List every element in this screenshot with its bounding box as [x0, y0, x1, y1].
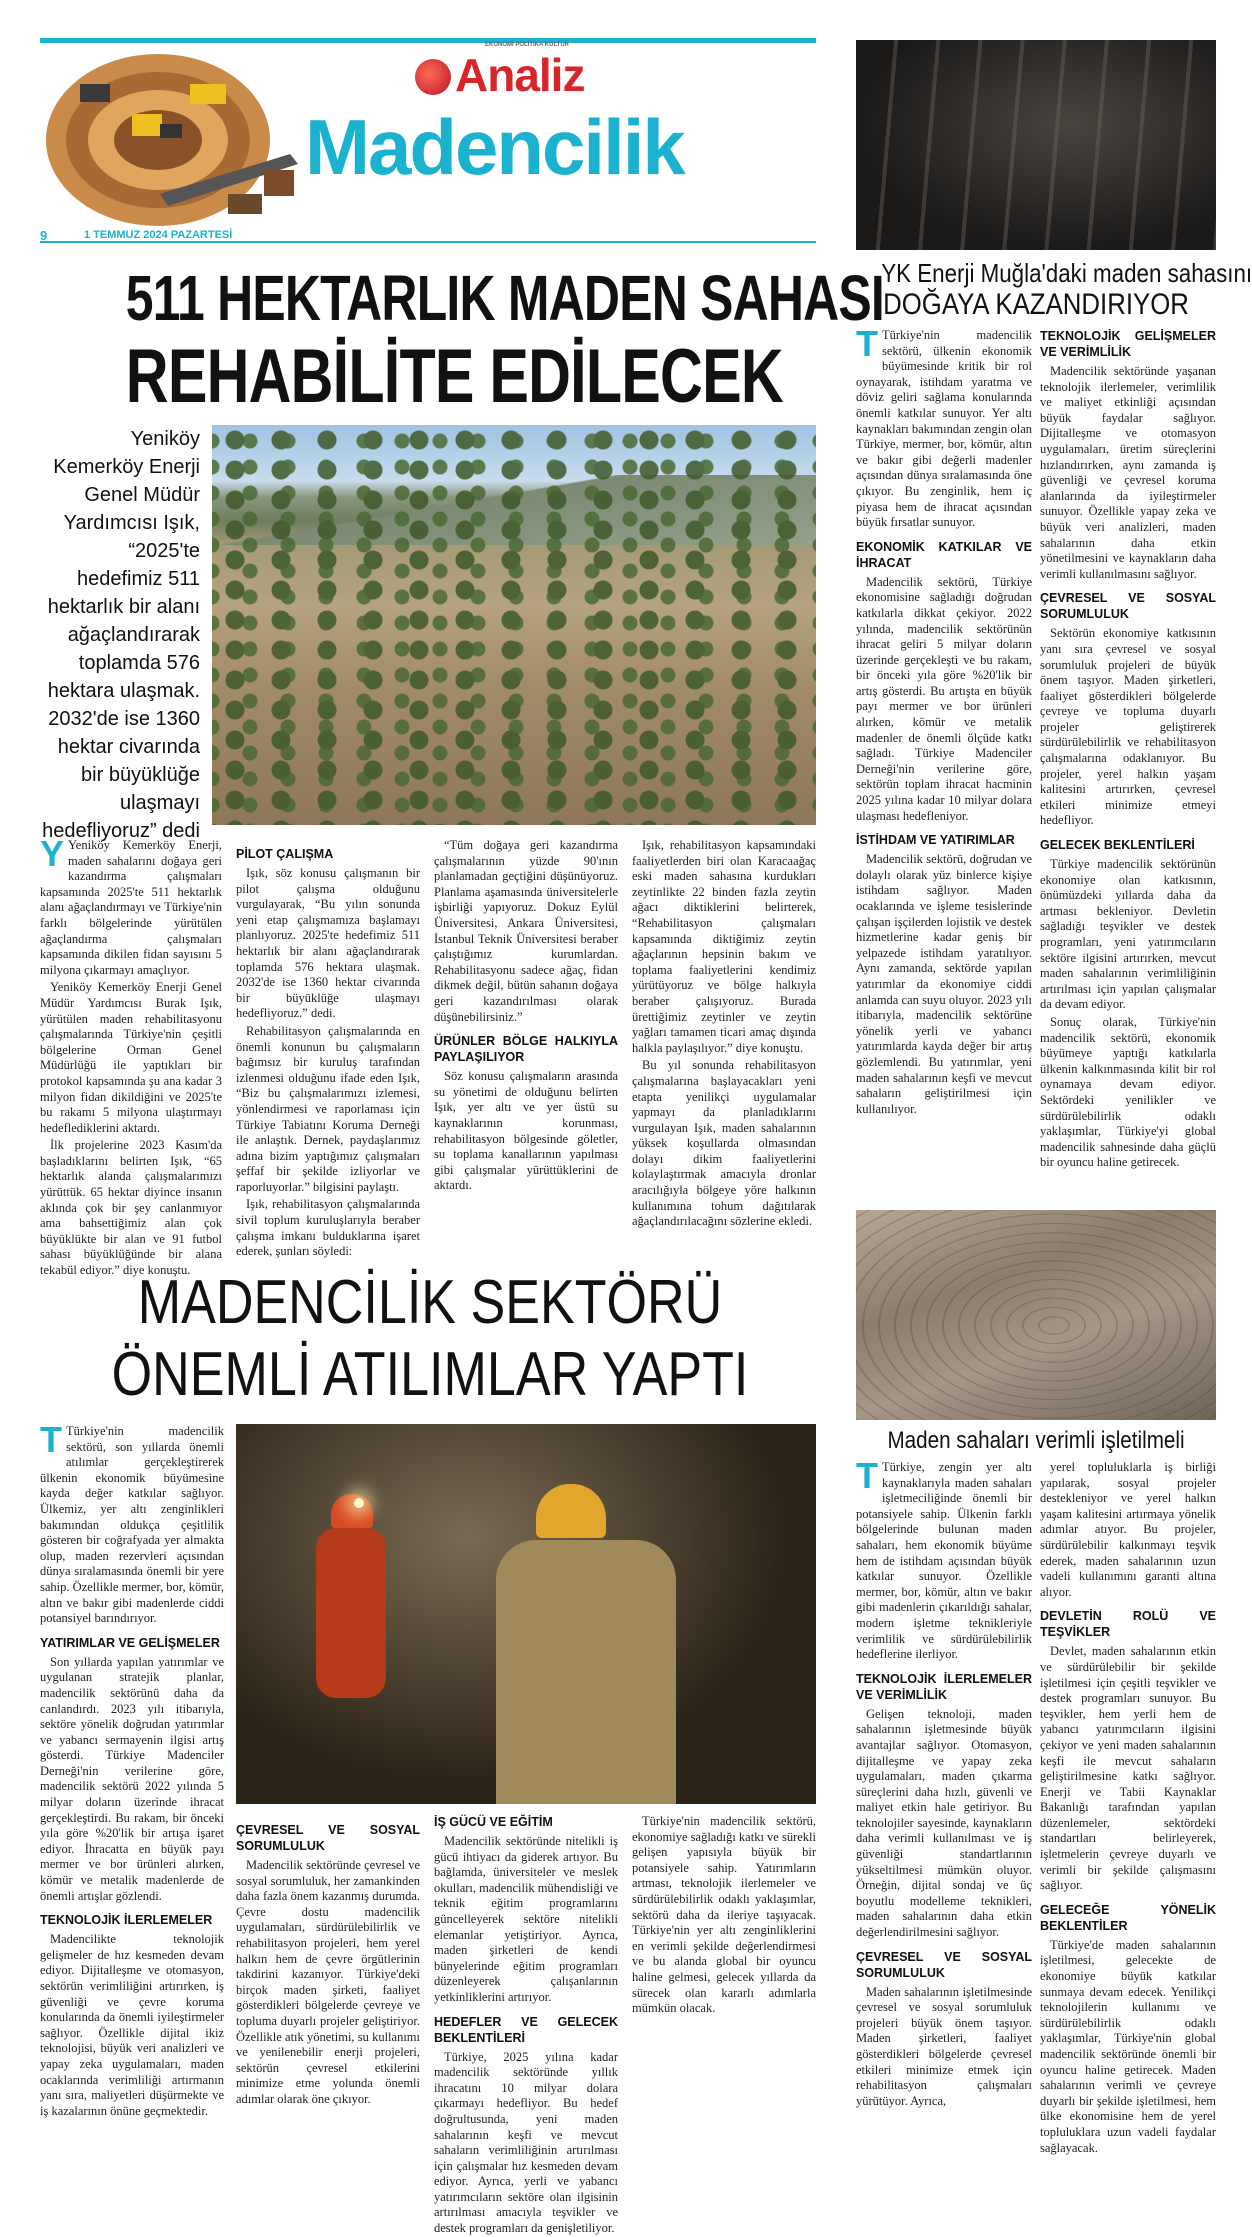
subheading: İSTİHDAM VE YATIRIMLAR: [856, 833, 1015, 848]
story3-column-4: [632, 1814, 816, 2114]
paragraph: Söz konusu çalışmaların arasında su yönetimi de olduğunu belirten Işık, yer altı ve yer üstü su kaynaklarının korunması, rehabilitasyon bölgesinde göletler, su toplama kanallarının yapılması gibi çalışmalar yürüttüklerini de aktardı.: [434, 1069, 618, 1193]
story1-spot: Yeniköy Kemerköy Enerji Genel Müdür Yardımcısı Işık, “2025'te hedefimiz 511 hektarlık bir alanı ağaçlandırarak toplamda 576 hektara ulaşmak. 2032'de ise 1360 hektar civarında bir büyüklüğe ulaşmayı hedefliyoruz” dedi: [42, 428, 200, 842]
story2-kicker: YK Enerji Muğla'daki maden sahasını: [881, 258, 1252, 288]
paragraph: Rehabilitasyon çalışmalarında en önemli konunun bu çalışmaların bağımsız bir kuruluş tarafından izlenmesi olduğunu ifade eden Işık, “Biz bu çalışmalarımızı izlemesi, yönlendirmesi ve raporlaması için Türkiye Tabiatını Koruma Derneği ile anlaştık. Dernek, paydaşlarımız adına bizim yaptığımız çalışmaları şeffaf bir şekilde izliyorlar ve raporluyorlar.” bilgisini paylaştı.: [236, 1023, 420, 1194]
story4-column-2: [1040, 1460, 1216, 2155]
story3-headline-line1: MADENCİLİK SEKTÖRÜ: [137, 1268, 723, 1337]
paragraph: Madencilik sektörü, Türkiye ekonomisine sağladığı doğrudan katkılarla dikkat çekiyor. 2022 yılında, madencilik sektörünün ihracat geliri 5 milyar doların üzerinde gerçekleşti ve bu rakam, bir önceki yıla göre %20'lik bir artış gösterdi. Bu artışta en büyük payı mermer ve bor ürünleri alırken, kömür ve metalik madenler de önemli ölçüde katkı sağladı. Türkiye Madenciler Derneği'nin verilerine göre, sektörün toplam ihracat hacminin 2025 yılına kadar 10 milyar dolara ulaşması hedefleniyor.: [856, 574, 1032, 823]
brand-logo: [415, 49, 585, 101]
paragraph: Madencilik sektöründe çevresel ve sosyal sorumluluk, her zamankinden daha fazla önem kazanmış durumda. Çevre dostu madencilik uygulamaları, sürdürülebilirlik ve rehabilitasyon projeleri, hem yerel halkın hem de çevre örgütlerinin takdirini kazanıyor. Türkiye'deki birçok maden şirketi, faaliyet gösterdikleri bölgelerde çevreye ve topluma duyarlı projeler geliştiriyor. Özellikle atık yönetimi, su kullanımı ve yenilenebilir enerji projeleri, sektörün çevresel etkilerini minimize etme yolunda önemli adımlar olarak öne çıkıyor.: [236, 1858, 420, 2106]
paragraph: Bu yıl sonunda rehabilitasyon çalışmalarına başlayacakları yeni etapta yenilikçi uygulamalar yapmayı da planladıklarını vurgulayan Işık, maden sahalarının yüksek koşullarda olmasından dolayı dikim faaliyetlerini kolaylaştırmak amacıyla dronlar aracılığıyla bölgeye yöre halkının kullanımına tohum dağıtılarak ağaçlandırılacağını sözlerine ekledi.: [632, 1058, 816, 1229]
page-number: 9: [40, 228, 48, 243]
subheading: YATIRIMLAR VE GELİŞMELER: [40, 1635, 220, 1650]
miners-photo: [236, 1424, 816, 1804]
paragraph: Türkiye'de maden sahalarının işletilmesi, gelecekte de ekonomiye büyük katkılar sunmaya devam edecek. Yenilikçi teknolojilerin kullanımı ve sürdürülebilirlik odaklı yaklaşımlar, Türkiye'nin global madencilik sektöründe önemli bir oyuncu haline getirecek. Maden sahalarının verimli ve çevreye duyarlı bir şekilde işletilmesi, hem ülke ekonomisine hem de yerel topluluklara uzun vadeli faydalar sağlayacak.: [1040, 1937, 1216, 2155]
paragraph: Türkiye'nin madencilik sektörü, ekonomiye sağladığı katkı ve sürekli gelişen yapısıyla büyük bir potansiyele sahip. Yatırımların artması, teknolojik ilerlemeler ve sürdürülebilirlik odaklı yaklaşımlar, sektörü daha da ileriye taşıyacak. Türkiye'nin yer altı zenginliklerini en verimli şekilde değerlendirmesi ve bu alanda global bir oyuncu haline gelmesi, gelecek yıllarda da sürecek olan kararlı adımlarla mümkün olacak.: [632, 1814, 816, 2016]
subheading: DEVLETİN ROLÜ VE TEŞVİKLER: [1040, 1609, 1216, 1640]
paragraph: Madencilikte teknolojik gelişmeler de hız kesmeden devam ediyor. Dijitalleşme ve otomasyon, sektörün verimliliğini artırırken, iş güvenliği ve çevre koruma konularında da önemli iyileştirmeler sağlıyor. Özellikle dijital ikiz teknolojisi, büyük veri analizleri ve yapay zeka uygulamaları, maden ocaklarında verimliliği artırmanın yanı sıra, maliyetleri düşürmekte ve iş kazalarının önüne geçmektedir.: [40, 1932, 224, 2118]
subheading: TEKNOLOJİK GELİŞMELER VE VERİMLİLİK: [1040, 329, 1216, 359]
paragraph: İlk projelerine 2023 Kasım'da başladıklarını belirten Işık, “65 hektarlık alanda çalışmalarımızı yürüttük. 65 hektar diyince insanın aklında çok bir şey canlanmıyor ama bahsettiğimiz alan çok büyüklükte bir alan ve 91 futbol sahası büyüklüğünde bir alana tekabül ediyor.” diye konuştu.: [40, 1138, 222, 1278]
subheading: PİLOT ÇALIŞMA: [236, 847, 334, 861]
subheading: İŞ GÜCÜ VE EĞİTİM: [434, 1815, 553, 1829]
story3-headline-line2: ÖNEMLİ ATILIMLAR YAPTI: [111, 1340, 749, 1409]
paragraph: Türkiye madencilik sektörünün ekonomiye olan katkısının, önümüzdeki yıllarda daha da artması bekleniyor. Devletin sağladığı teşvikler ve destek programları, yeni yatırımcıların sektöre ilgisini artırırken, mevcut maden sahalarının verimliliğinin artırılması için yapılan çalışmalar da devam ediyor.: [1040, 857, 1216, 1012]
subheading: ÇEVRESEL VE SOSYAL SORUMLULUK: [1040, 591, 1216, 622]
story1-column-2: [236, 838, 420, 1258]
brand-name: Analiz: [455, 49, 585, 101]
mine-tunnel-photo: [856, 40, 1216, 250]
paragraph: Işık, rehabilitasyon kapsamındaki faaliyetlerden biri olan Karacaağaç eski maden sahasına kurdukları zeytinlikte 22 binden fazla zeytin ağacı diktiklerini belirterek, “Rehabilitasyon çalışmaları kapsamında diktiğimiz zeytin ağaçlarının hepsinin bakım ve toplama faaliyetlerini kendimiz yürütüyoruz ve bölge halkıyla beraber çalışıyoruz. Burada ürettiğimiz zeytinler ve zeytin yağları tamamen ticari amaç dışında halkla paylaşılıyor.” diye konuştu.: [632, 838, 816, 1055]
paragraph: Devlet, maden sahalarının etkin ve sürdürülebilir bir şekilde işletilmesi için çeşitli teşvikler ve destek programları sunuyor. Bu teşvikler, hem yerli hem de yabancı yatırımcıların ilgisini çekiyor ve yeni maden sahalarının keşfi ile mevcut sahaların geliştirilmesine katkı sağlıyor. Enerji ve Tabii Kaynaklar Bakanlığı tarafından yapılan düzenlemeler, sektördeki standartları belirleyerek, işletmelerin çevreye duyarlı ve verimli bir şekilde çalışmasını sağlıyor.: [1040, 1644, 1216, 1893]
subheading: TEKNOLOJİK İLERLEMELER VE VERİMLİLİK: [856, 1671, 1032, 1702]
story3-column-3: [434, 1814, 618, 2236]
paragraph: Türkiye, zengin yer altı kaynaklarıyla maden sahaları işletmeciliğinde önemli bir potansiyele sahip. Ülkenin farklı bölgelerinde bulunan maden sahaları, hem ekonomik büyüme hem de istihdam açısından büyük katkılar sunuyor. Özellikle mermer, bor, kömür, altın ve bakır gibi madenlerin çıkarıldığı sahalar, modern işletme teknikleriyle verimlilik ve sürdürülebilirlik hedeflerine ilerliyor.: [856, 1460, 1032, 1662]
story2-headline: DOĞAYA KAZANDIRIYOR: [883, 288, 1189, 321]
paragraph: Madencilik sektöründe nitelikli iş gücü ihtiyacı da giderek artıyor. Bu bağlamda, üniversiteler ve meslek okulları, madencilik mühendisliği ve teknik eğitim programlarını güncelleyerek sektöre nitelikli elemanlar yetiştiriyor. Ayrıca, maden şirketleri de kendi bünyelerinde eğitim programları düzenleyerek çalışanlarının yetkinliklerini artırıyor.: [434, 1834, 618, 2004]
paragraph: Türkiye'nin madencilik sektörü, son yıllarda önemli atılımlar gerçekleştirerek ülkenin ekonomik büyümesine kayda değer katkılar sağlıyor. Ülkemiz, yer altı zenginlikleri bakımından oldukça çeşitlilik gösteren bir coğrafyada yer almakta olup, maden rezervleri açısından dünya sıralamasında önemli bir yere sahip. Özellikle mermer, bor, kömür, altın ve bakır gibi madenlerde ciddi potansiyel barındırıyor.: [40, 1424, 224, 1626]
subheading: EKONOMİK KATKILAR VE İHRACAT: [856, 539, 1032, 570]
paragraph: Gelişen teknoloji, maden sahalarının işletmesinde büyük avantajlar sağlıyor. Otomasyon, dijitalleşme ve yapay zeka uygulamaları, maden çıkarma süreçlerini daha hızlı, güvenli ve maliyet etkin hale getiriyor. Bu teknolojiler sayesinde, kaynakların daha verimli kullanılması ve iş güvenliği standartlarının yükseltilmesi mümkün oluyor. Örneğin, dijital sondaj ve üç boyutlu modelleme teknikleri, maden sahalarının daha etkin değerlendirilmesini sağlıyor.: [856, 1706, 1032, 1940]
brand-logo-icon: [415, 59, 451, 95]
paragraph: Madencilik sektöründe yaşanan teknolojik ilerlemeler, verimlilik ve maliyet etkinliği açısından büyük faydalar sağlıyor. Dijitalleşme ve otomasyon uygulamaları, üretim süreçlerini hızlandırırken, aynı zamanda iş güvenliği ve çevresel koruma alanlarında da iyileştirmeler sunuyor. Özellikle yapay zeka ve büyük veri analizleri, maden sahalarının daha etkin yönetilmesini ve kaynakların daha verimli kullanılmasını sağlıyor.: [1040, 364, 1216, 581]
story1-column-3: [434, 838, 618, 1258]
story4-column-1: T Türkiye, zengin yer altı kaynaklarıyla maden sahaları işletmeciliğinde önemli bir potansiyele sahip. Ülkenin farklı bölgelerinde bulunan maden sahaları, hem ekonomik büyüme hem de istihdam açısından büyük katkılar sunuyor. Özellikle mermer, bor, kömür, altın ve bakır gibi madenlerin çıkarıldığı sahalar, modern işletme teknikleriyle verimlilik ve sürdürülebilirlik hedeflerine ilerliyor. TEKNOLOJİK İLERLEMELER VE VERİMLİLİK Gelişen teknoloji, maden sahalarının işletmesinde büyük avantajlar sağlıyor. Otomasyon, dijitalleşme ve yapay zeka uygulamaları, maden çıkarma süreçlerini daha hızlı, güvenli ve maliyet etkin hale getiriyor. Bu teknolojiler sayesinde, kaynakların daha verimli kullanılması ve iş güvenliği standartlarının yükseltilmesi mümkün oluyor. Örneğin, dijital sondaj ve üç boyutlu modelleme teknikleri, maden sahalarının daha etkin değerlendirilmesini sağlıyor. ÇEVRESEL VE SOSYAL SORUMLULUK Maden sahalarının işletilmesinde çevresel ve sosyal sorumluluk projeleri büyük önem taşıyor. Maden şirketleri, faaliyet gösterdikleri bölgelerde çevresel etkileri minimize etmek için rehabilitasyon çalışmaları yürütüyor. Ayrıca,: [856, 1455, 1032, 2108]
paragraph: Yeniköy Kemerköy Enerji, maden sahalarını doğaya geri kazandırma çalışmaları kapsamında 2025'te 511 hektarlık alanı ağaçlandırmayı ve Türkiye'nin farklı bölgelerinde yürütülen ağaçlandırma çalışmaları kapsamında dikilen fidan sayısını 5 milyona çıkarmayı amaçlıyor.: [40, 838, 222, 977]
story2-column-2: [1040, 328, 1216, 1200]
paragraph: Yeniköy Kemerköy Enerji Genel Müdür Yardımcısı Burak Işık, yürütülen maden rehabilitasyonu çalışmalarında Türkiye'nin çeşitli bölgelerine Orman Genel Müdürlüğü ile yaptıkları bir protokol kapsamında şu ana kadar 3 milyon fidan dikildiğini ve 2025'te bu rakamı 5 milyona ulaştırmayı hedeflediklerini aktardı.: [40, 980, 222, 1135]
paragraph: Maden sahalarının işletilmesinde çevresel ve sosyal sorumluluk projeleri büyük önem taşıyor. Maden şirketleri, faaliyet gösterdikleri bölgelerde çevresel etkileri minimize etmek için rehabilitasyon çalışmaları yürütüyor. Ayrıca,: [856, 1984, 1032, 2108]
story1-headline-line2: REHABİLİTE EDİLECEK: [125, 334, 783, 419]
story4-headline: Maden sahaları verimli işletilmeli: [887, 1427, 1185, 1454]
subheading: HEDEFLER VE GELECEK BEKLENTİLERİ: [434, 2014, 618, 2045]
story3-column-2: [236, 1814, 420, 2114]
paragraph: Işık, söz konusu çalışmanın bir pilot çalışma olduğunu vurgulayarak, “Bu yılın sonunda yeni etap çalışmamıza başlamayı planlıyoruz. 2025'te hedefimiz 511 hektarlık bir alanı ağaçlandırarak toplamda 576 hektara ulaşmak. 2032'de ise 1360 hektar civarında bir büyüklüğe ulaşmayı hedefliyoruz.” dedi.: [236, 866, 420, 1021]
paragraph: yerel topluluklarla iş birliği yapılarak, sosyal projeler destekleniyor ve yerel halkın yaşam kalitesini artırmaya yönelik adımlar atıyor. Bu projeler, sürdürülebilir kalkınmayı teşvik ederek, maden sahalarının uzun vadeli kullanımını garanti altına alıyor.: [1040, 1460, 1216, 1599]
story1-headline-line1: 511 HEKTARLIK MADEN SAHASI: [125, 262, 885, 334]
story1-column-4: [632, 838, 816, 1258]
subheading: ÜRÜNLER BÖLGE HALKIYLA PAYLAŞILIYOR: [434, 1034, 618, 1065]
quarry-aerial-photo: [856, 1210, 1216, 1420]
story3-column-1: T Türkiye'nin madencilik sektörü, son yıllarda önemli atılımlar gerçekleştirerek ülkenin ekonomik büyümesine kayda değer katkılar sağlıyor. Ülkemiz, yer altı zenginlikleri bakımından oldukça çeşitlilik gösteren bir coğrafyada yer almakta olup, maden rezervleri açısından dünya sıralamasında önemli bir yere sahip. Özellikle mermer, bor, kömür, altın ve bakır gibi madenlerde ciddi potansiyel barındırıyor. YATIRIMLAR VE GELİŞMELER Son yıllarda yapılan yatırımlar ve uygulanan stratejik planlar, madencilik sektörünü daha da canlandırdı. 2023 yılı itibarıyla, sektöre yönelik doğrudan yatırımlar ve yabancı sermayenin ilgisi artış gösterdi. Türkiye Madenciler Derneği'nin verilerine göre, madencilik sektörü 2022 yılında 5 milyar doların üzerinde ihracat gerçekleştirdi. Bu rakam, bir önceki yıla göre %20'lik bir artışa işaret ediyor. İhracatta en büyük payı mermer ve bor ürünleri alırken, kömür ve metalik madenlerde de önemli artışlar gözlendi. TEKNOLOJİK İLERLEMELER Madencilikte teknolojik gelişmeler de hız kesmeden devam ediyor. Dijitalleşme ve otomasyon, sektörün verimliliğini artırırken, iş güvenliği ve çevre koruma konularında da önemli iyileştirmeler sağlıyor. Özellikle dijital ikiz teknolojisi, büyük veri analizleri ve yapay zeka uygulamaları, maden ocaklarında verimliliği artırmanın yanı sıra, maliyetleri düşürmekte ve iş kazalarının önüne geçmektedir.: [40, 1419, 224, 2118]
subheading: GELECEĞE YÖNELİK BEKLENTİLER: [1040, 1902, 1216, 1933]
story2-column-1: T Türkiye'nin madencilik sektörü, ülkenin ekonomik büyümesinde kritik bir rol oynayarak, istihdam yaratma ve döviz geliri sağlama konularında önemli katkılar sunuyor. Yer altı kaynakları bakımından zengin olan Türkiye, mermer, bor, kömür, altın ve bakır gibi değerli madenler açısından dünya sıralamasında öne çıkıyor. Bu zenginlik, hem iç piyasa hem de ihracat açısından büyük fırsatlar sunuyor. EKONOMİK KATKILAR VE İHRACAT Madencilik sektörü, Türkiye ekonomisine sağladığı doğrudan katkılarla dikkat çekiyor. 2022 yılında, madencilik sektörünün ihracat geliri 5 milyar doların üzerinde gerçekleşti ve bu rakam, bir önceki yıla göre %20'lik bir artış gösterdi. Bu artışta en büyük payı mermer ve bor ürünleri alırken, kömür ve metalik madenler de önemli ölçüde katkı sağladı. Türkiye Madenciler Derneği'nin verilerine göre, sektörün toplam ihracat hacminin 2025 yılına kadar 10 milyar dolara ulaşması hedefleniyor. İSTİHDAM VE YATIRIMLAR Madencilik sektörü, doğrudan ve dolaylı olarak yüz binlerce kişiye istihdam sağlıyor. Maden ocaklarında ve işleme tesislerinde çalışan işçilerden lojistik ve destek hizmetlerine kadar geniş bir yelpazede istihdam yaratılıyor. Aynı zamanda, sektörde yapılan yatırımlar da ekonomiye ciddi anlamda can suyu oluyor. 2023 yılı itibarıyla, madencilik sektörüne yönelik yerli ve yabancı yatırımlarda kayda değer bir artış gözlemlendi. Bu yatırımlar, yeni maden sahalarının keşfi ve mevcut sahaların geliştirilmesi için kullanılıyor.: [856, 323, 1032, 1116]
subheading: GELECEK BEKLENTİLERİ: [1040, 838, 1195, 853]
issue-date: 1 TEMMUZ 2024 PAZARTESİ: [84, 229, 233, 241]
brand-tagline: EKONOMİ POLİTİKA KÜLTÜR: [485, 42, 569, 48]
paragraph: Türkiye, 2025 yılına kadar madencilik sektöründe yıllık ihracatını 10 milyar dolara çıkarmayı hedefliyor. Bu hedef doğrultusunda, yeni maden sahalarının keşfi ve mevcut sahaların verimliliğinin artırılması için çalışmalar hız kesmeden devam ediyor. Ayrıca, yerli ve yabancı yatırımcıların sektöre olan ilgisinin artırılması amacıyla teşvikler ve destek programları da genişletiliyor.: [434, 2049, 618, 2236]
section-title: Madencilik: [305, 103, 684, 191]
paragraph: Işık, rehabilitasyon çalışmalarında sivil toplum kuruluşlarıyla beraber çalışma imkanı bulduklarına işaret ederek, şunları söyledi:: [236, 1197, 420, 1259]
paragraph: Sektörün ekonomiye katkısının yanı sıra çevresel ve sosyal sorumluluk projeleri de büyük önem taşıyor. Maden şirketleri, faaliyet gösterdikleri bölgelerde çevreye ve topluma duyarlı projeler geliştirerek sürdürülebilirlik ve rehabilitasyon çalışmalarına odaklanıyor. Bu projeler, yerel halkın yaşam kalitesini artırırken, çevresel etkileri minimize etmeyi hedefliyor.: [1040, 626, 1216, 828]
subheading: ÇEVRESEL VE SOSYAL SORUMLULUK: [856, 1949, 1032, 1980]
paragraph: Madencilik sektörü, doğrudan ve dolaylı olarak yüz binlerce kişiye istihdam sağlıyor. Maden ocaklarında ve işleme tesislerinde çalışan işçilerden lojistik ve destek hizmetlerine kadar geniş bir yelpazede istihdam yaratılıyor. Aynı zamanda, sektörde yapılan yatırımlar da ekonomiye ciddi anlamda can suyu oluyor. 2023 yılı itibarıyla, madencilik sektörüne yönelik yerli ve yabancı yatırımlarda kayda değer bir artış gözlemlendi. Bu yatırımlar, yeni maden sahalarının keşfi ve mevcut sahaların geliştirilmesi için kullanılıyor.: [856, 852, 1032, 1116]
subheading: TEKNOLOJİK İLERLEMELER: [40, 1913, 213, 1928]
paragraph: Türkiye'nin madencilik sektörü, ülkenin ekonomik büyümesinde kritik bir rol oynayarak, istihdam yaratma ve döviz geliri sağlama konularında önemli katkılar sunuyor. Yer altı kaynakları bakımından zengin olan Türkiye, mermer, bor, kömür, altın ve bakır gibi değerli madenler açısından dünya sıralamasında öne çıkıyor. Bu zenginlik, hem iç piyasa hem de ihracat açısından büyük fırsatlar sunuyor.: [856, 328, 1032, 530]
paragraph: “Tüm doğaya geri kazandırma çalışmalarının yüzde 90'ının planlamadan geçtiğini düşünüyoruz. Planlama aşamasında üniversitelerle işbirliği yapıyoruz. Dokuz Eylül Üniversitesi, Ankara Üniversitesi, İstanbul Teknik Üniversitesi beraber çalıştığımız kurumlardan. Rehabilitasyonu sadece ağaç, fidan dikmek değil, bütün sahanın doğaya geri kazandırılması olarak düşünebilirsiniz.”: [434, 838, 618, 1024]
story1-column-1: Y Yeniköy Kemerköy Enerji, maden sahalarını doğaya geri kazandırma çalışmaları kapsamında 2025'te 511 hektarlık alanı ağaçlandırmayı ve Türkiye'nin farklı bölgelerinde yürütülen ağaçlandırma çalışmaları kapsamında dikilen fidan sayısını 5 milyona çıkarmayı amaçlıyor. Yeniköy Kemerköy Enerji Genel Müdür Yardımcısı Burak Işık, yürütülen maden rehabilitasyonu çalışmalarında Türkiye'nin çeşitli bölgelerine Orman Genel Müdürlüğü ile yaptıkları bir protokol kapsamında şu ana kadar 3 milyon fidan dikildiğini ve 2025'te bu rakamı 5 milyona ulaştırmayı hedeflediklerini aktardı. İlk projelerine 2023 Kasım'da başladıklarını belirten Işık, “65 hektarlık alanda çalışmalarımızı yürüttük. 65 hektar diyince insanın aklında çok bir şey canlanmıyor ama bahsettiğimiz alan çok büyüklükte bir alan ve 91 futbol sahası büyüklüğünde bir alana tekabül ediyor.” diye konuştu.: [40, 833, 222, 1278]
mining-illustration: [40, 44, 302, 236]
top-rule: [40, 38, 816, 43]
subheading: ÇEVRESEL VE SOSYAL SORUMLULUK: [236, 1823, 420, 1853]
olive-grove-photo: [212, 425, 816, 825]
paragraph: Sonuç olarak, Türkiye'nin madencilik sektörü, ekonomik büyümeye yaptığı katkılarla ülkenin kalkınmasında kilit bir rol oynamaya devam ediyor. Sektördeki yenilikler ve sürdürülebilirlik odaklı yaklaşımlar, Türkiye'yi global madencilik sahnesinde daha güçlü bir oyuncu haline getirecek.: [1040, 1014, 1216, 1170]
paragraph: Son yıllarda yapılan yatırımlar ve uygulanan stratejik planlar, madencilik sektörünü daha da canlandırdı. 2023 yılı itibarıyla, sektöre yönelik doğrudan yatırımlar ve yabancı sermayenin ilgisi artış gösterdi. Türkiye Madenciler Derneği'nin verilerine göre, madencilik sektörü 2022 yılında 5 milyar doların üzerinde ihracat gerçekleştirdi. Bu rakam, bir önceki yıla göre %20'lik bir artışa işaret ediyor. İhracatta en büyük payı mermer ve bor ürünleri alırken, kömür ve metalik madenlerde de önemli artışlar gözlendi.: [40, 1654, 224, 1903]
